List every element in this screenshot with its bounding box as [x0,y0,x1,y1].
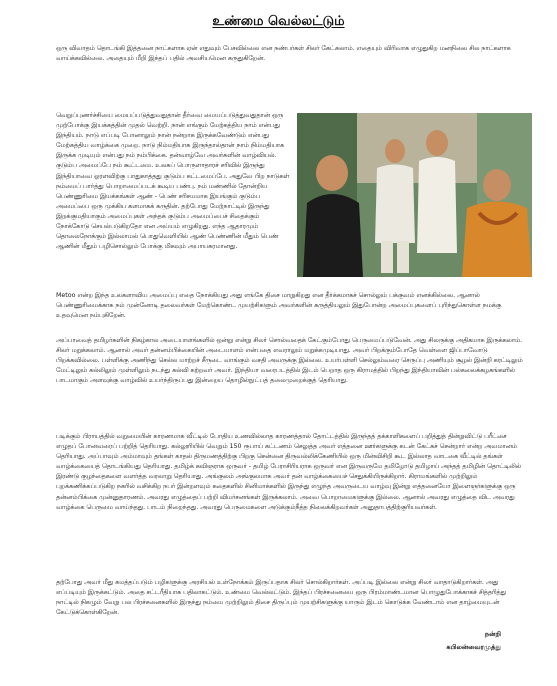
paragraph-intro: ஒரு விவாதம் தொடங்கி இத்தனை நாட்களாக ஏன் எதுவும் பேசவில்லை என நண்பர்கள் சிலர் கேட்கலாம். எதையும் விரிவாக எழுதுகிற மனநிலை சில நாட்களாக வாய்க்கவில்லை. அதையும் மீறி இந்தப் பதில் அவசியமென கருதுகிறேன். [56,45,511,63]
paragraph-father-identity: அப்பாவைத் தமிழர்களின் நிகழ்கால அடையாளங்களில் ஒன்று என்று சிலர் சொல்வதைக் கேட்கும்போது பெருமைப்படுவேன். அது சிலருக்கு அதிகமாக இருக்கலாம். சிலர் மறுக்கலாம். ஆனால் அவர் தன்னம்பிக்கையின் அடையாளம் என்பதை எவராலும் மறுக்கமுடியாது. அவர் பிறக்கும்போதே வெள்ளை ஜிப்பாவோடு பிறக்கவில்லை. பள்ளிக்கு அணிந்து செல்ல மாற்றச் சீருடை வாங்கும் வசதி அவருக்கு இல்லை. உயர்பள்ளி செல்லும்வரை செருப்பு அணியும் சூழல் இன்றி கரட்டிலும் மேட்டிலும் கல்லிலும் முள்ளிலும் நடந்து கல்வி கற்றவர் அவர். இந்தியா வரைபடத்தில் இடம் பெறாத ஒரு கிராமத்தில் பிறந்து இந்தியாவின் பல்கலைக்கழகங்களில் பாடமாகும் அளவுக்கு வாழ்வில் உயர்ந்திருப்பது இன்றைய தொழில்நுட்பத் தலைமுறைக்குத் தெரியாது. [56,337,523,385]
paragraph-conclusion: தற்போது அவர் மீது சுமத்தப்படும் பழிகளுக்கு அரசியல் உள்நோக்கம் இருப்பதாக சிலர் சொல்கிறார்கள். அப்படி இல்லை என்று சிலர் வாதாடுகிறார்கள். அது எப்படியும் இருக்கட்டும். அதை சட்டரீதியாக பதிலாகட்டும். உண்மை வெல்லட்டும். இந்தப் பிரச்சனையை ஒரு பிரம்மாண்டமான பொழுதுபோக்காகச் சித்தரித்து நாட்டில் நிகழும் வேறு பல பிரச்சனைகளில் இருந்து நம்மை முற்றிலும் திசை திருப்பும் முயற்சிகளுக்கு யாரும் இடம் கொடுக்க வேண்டாம் என தாழ்மையுடன் கேட்டுக்கொள்கிறேன். [56,579,507,617]
family-photo-illustration [297,113,532,277]
paragraph-metoo: Metoo என்ற இந்த உலகளாவிய அமைப்பு எதை நோக்கியது அது எங்கே திசை மாறுகிறது என தீர்க்கமாகச் சொல்லும் பக்குவம் எனக்கில்லை. ஆனால் பெண்ணுரிமைக்காக நம் முன்னோடி தலைவர்கள் மேற்கொண்ட முயற்சிகளும் அவர்களின் கருத்தியலும் இதுபோன்ற அமைப்புகளைப் புரிந்துகொள்ள நமக்கு உதவுமென நம்புகிறேன். [56,292,502,320]
family-photo [297,113,532,277]
paragraph-early-struggles: படிக்கும் பிராயத்தில் வறுமையின் காரணமாக வீட்டில் போதிய உணவில்லாத காரணத்தால் தோட்டத்தில் இருந்தத் தக்காளிகளைப் பறித்துத் தின்றுவிட்டு பரீட்சை எழுதப் போனவரைப் பற்றித் தெரியாது. கல்லூரியில் வெறும் 150 ரூபாய் கட்டணம் செலுத்த அவர் எத்தனை ஊர்களுக்கு கடன் கேட்கச் சென்றார் என்ற அவமானம் தெரியாது. அப்பாவும் அம்மாவும் தங்கள் காதல் திருமணத்திற்கு பிறகு சென்னை திருவல்லிக்கேணியில் ஒரு மின்விசிறி கூட இல்லாத வாடகை வீட்டில் தங்கள் வாழ்க்கையைத் தொடங்கியது தெரியாது. தமிழ்க் கவிஞராக ஒருவர் - தமிழ் பேராசிரியராக ஒருவர் என இருவருமே தமிழோடு தமிழாய் அந்தத் தமிழின் தொட்டிலில் இரண்டு குழந்தைகளை வளர்த்த வரலாறு தெரியாது. அங்குலம் அங்குலமாக அவர் தன் வாழ்க்கையைச் செதுக்கியிருக்கிறார். கிராமங்களில் முற்றிலும் புறக்கணிக்கப்படுகிற நகரில் வசிக்கிற நபர் இன்றளவும் கதைகளில் சினிமாக்களில் இருந்து எழுந்த அவருடைய வாழ்வு இன்று எத்தனையோ இளைஞர்களுக்கு ஒரு தன்னம்பிக்கை முன்னுதாரணம். அவரது எழுத்தைப் பற்றி விமர்சனங்கள் இருக்கலாம். அவை பொறாமைகளுக்கு இல்லை. ஆனால் அவரது எழுத்தை விட அவரது வாழ்க்கை பெருமை வாய்ந்தது. பாடம் நிறைந்தது. அவரது பெருமைகளை அடுக்கும்நீத்த நிலைக்கிறவர்கள் அனுதாபத்திற்குரியவர்கள். [56,433,521,511]
article-title: உண்மை வெல்லட்டும் [212,14,345,29]
signature: கபிலன்வைரமுத்து [446,643,501,651]
paragraph-family-values: வெறுப்புணர்ச்சியை மையப்படுத்துவதுதான் தீர்வை மையப்படுத்துவதுதான் ஒரு முற்போக்கு இயக்கத்தின் முதல் வெற்றி. நான் எங்கும் மேற்கத்திய நாம் என்பது இந்தியம். நாடு எப்படி போனாலும் நான் நன்றாக இருக்கவேண்டும் என்பது மேற்கத்திய வாழ்க்கை முறை. நாடு நிம்மதியாக இருந்தால்தான் நாம் நிம்மதியாக இருக்க முடியும் என்பது நம் நம்பிக்கை. தன்வாழ்வே அவர்களின் வாழ்வியல். குடும்ப அமைப்பே நம் கூட்டமை. உலகப் பொருளாதாரச் சரிவில் இருந்து இந்தியாவை ஓரளவிற்கு பாதுகாத்தது குடும்ப கட்டமைப்பே. அதுவே பிற நாடுகள் நம்மைப் பார்த்து பொறாமைப்படக் கூடிய பண்பு. நம் மண்ணில் தோன்றிய பெண்ணுரிமை இயக்கங்கள் ஆண் - பெண் சரிசமமாக இயங்கும் குடும்ப அமைப்பை ஒரு முக்கிய களமாகக் கருதின். தற்போது மேற்நாட்டில் இருந்து இறக்குமதியாகும் அமைப்புகள் அந்தக் குடும்ப அமைப்பைச் சிதைக்கும் நோக்கோடு செயல்படுகிறதோ என அய்யம் எழுகிறது. எந்த ஆதாரமும் தொலைநோக்கும் இல்லாமல் பொதுவெளியில் ஆண் பெண்ணின் மீதும் பெண் ஆணின் மீதும் பழிசொல்லும் போக்கு மிகவும் அபாயகரமானது. [56,112,290,251]
closing-thanks: நன்றி [484,630,501,638]
